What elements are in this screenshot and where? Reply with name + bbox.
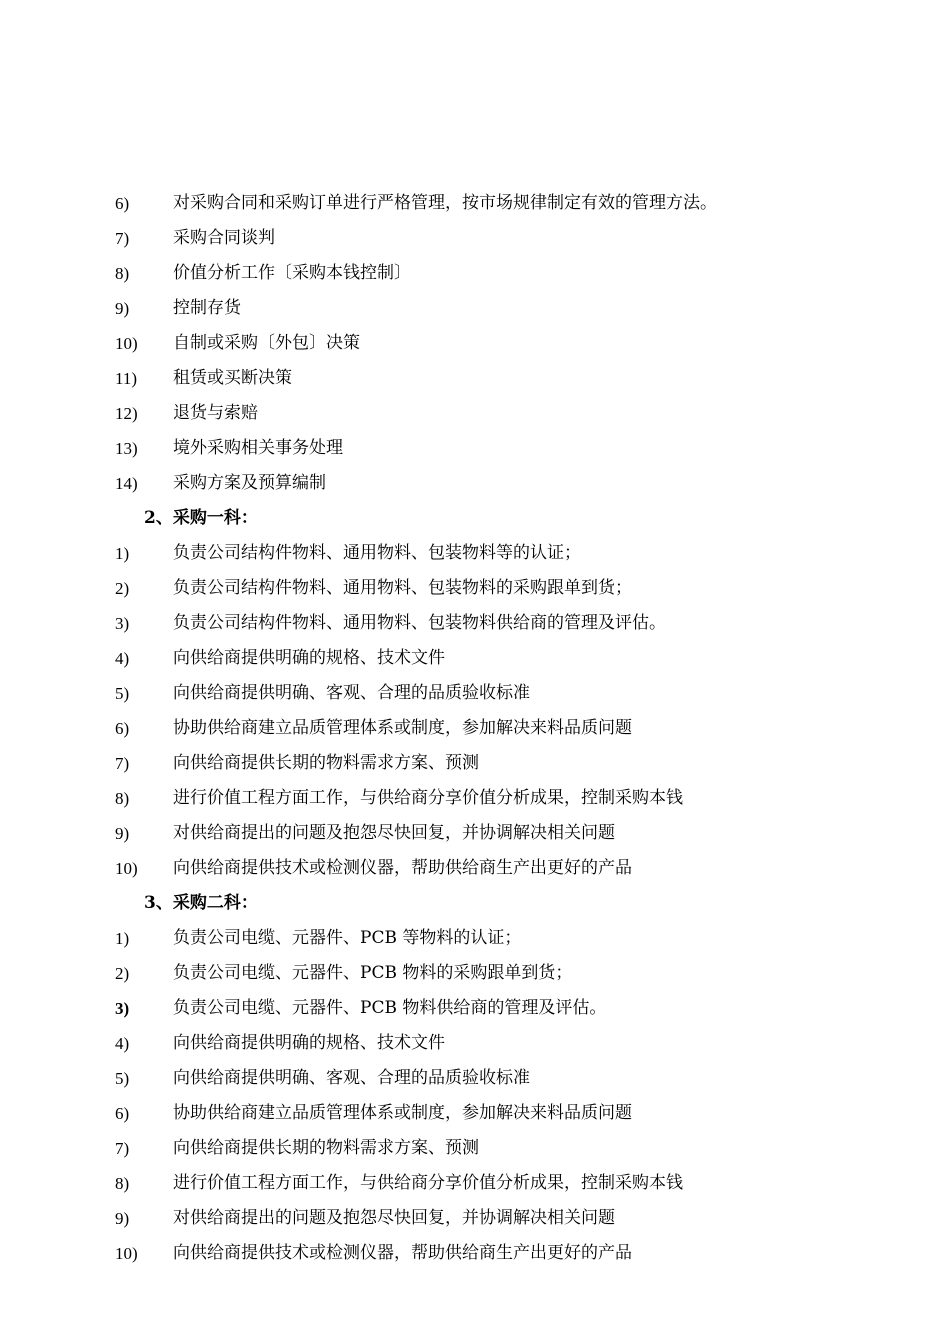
section-heading	[0, 501, 950, 536]
list-item	[0, 921, 950, 956]
list-item-text: 对采购合同和采购订单进行严格管理，按市场规律制定有效的管理方法。	[173, 193, 717, 213]
list-item-number: 5)	[115, 1069, 130, 1088]
list-item-number: 7)	[115, 229, 130, 248]
list-item	[0, 186, 950, 221]
list-item	[0, 781, 950, 816]
list-item	[0, 361, 950, 396]
list-item-text: 租赁或买断决策	[173, 368, 292, 388]
list-item-text: 负责公司结构件物料、通用物料、包装物料等的认证；	[173, 543, 581, 563]
list-item-text: 负责公司结构件物料、通用物料、包装物料的采购跟单到货；	[173, 578, 632, 598]
list-item-text: 控制存货	[173, 298, 241, 318]
list-item	[0, 956, 950, 991]
list-item-number: 9)	[115, 299, 130, 318]
list-item	[0, 1061, 950, 1096]
list-item-number: 8)	[115, 789, 130, 808]
list-item-number: 6)	[115, 719, 130, 738]
list-item-number: 8)	[115, 1174, 130, 1193]
list-item	[0, 221, 950, 256]
list-item-text: 自制或采购〔外包〕决策	[173, 333, 360, 353]
list-item-text: 负责公司电缆、元器件、PCB 物料的采购跟单到货；	[173, 963, 573, 983]
list-item-number: 2)	[115, 579, 130, 598]
list-item-number: 5)	[115, 684, 130, 703]
list-item-number: 11)	[115, 369, 138, 388]
section-heading	[0, 886, 950, 921]
list-item-number: 9)	[115, 824, 130, 843]
list-item-number: 13)	[115, 439, 138, 458]
list-item-number: 10)	[115, 859, 138, 878]
list-item-text: 退货与索赔	[173, 403, 258, 423]
list-item	[0, 1131, 950, 1166]
list-item-number: 7)	[115, 1139, 130, 1158]
list-item-text: 向供给商提供明确的规格、技术文件	[173, 648, 445, 668]
list-item-text: 进行价值工程方面工作，与供给商分享价值分析成果，控制采购本钱	[173, 788, 683, 808]
list-item-text: 采购合同谈判	[173, 228, 275, 248]
list-item-number: 2)	[115, 964, 130, 983]
list-item-number: 4)	[115, 649, 130, 668]
list-item-text: 向供给商提供明确、客观、合理的品质验收标准	[173, 683, 530, 703]
list-item-text: 负责公司电缆、元器件、PCB 等物料的认证；	[173, 928, 522, 948]
list-item-text: 协助供给商建立品质管理体系或制度，参加解决来料品质问题	[173, 718, 632, 738]
list-item-number: 7)	[115, 754, 130, 773]
list-item-text: 向供给商提供长期的物料需求方案、预测	[173, 753, 479, 773]
list-item	[0, 1201, 950, 1236]
list-item	[0, 676, 950, 711]
list-item-number: 14)	[115, 474, 138, 493]
list-item	[0, 1236, 950, 1271]
list-item-text: 采购方案及预算编制	[173, 473, 326, 493]
list-item-number: 6)	[115, 1104, 130, 1123]
list-item-number: 12)	[115, 404, 138, 423]
list-item-text: 协助供给商建立品质管理体系或制度，参加解决来料品质问题	[173, 1103, 632, 1123]
list-item-text: 负责公司结构件物料、通用物料、包装物料供给商的管理及评估。	[173, 613, 666, 633]
list-item	[0, 1166, 950, 1201]
list-item	[0, 711, 950, 746]
list-item-number: 1)	[115, 929, 130, 948]
list-item	[0, 536, 950, 571]
list-item-number: 10)	[115, 334, 138, 353]
section-heading-text: 3、采购二科：	[144, 893, 258, 913]
list-item-number: 1)	[115, 544, 130, 563]
list-item-text: 向供给商提供明确、客观、合理的品质验收标准	[173, 1068, 530, 1088]
list-item	[0, 571, 950, 606]
list-item-number: 9)	[115, 1209, 130, 1228]
list-item	[0, 256, 950, 291]
list-item	[0, 606, 950, 641]
list-item-text: 向供给商提供技术或检测仪器，帮助供给商生产出更好的产品	[173, 858, 632, 878]
list-item-text: 负责公司电缆、元器件、PCB 物料供给商的管理及评估。	[173, 998, 607, 1018]
list-item-text: 价值分析工作〔采购本钱控制〕	[173, 263, 411, 283]
list-item-number: 4)	[115, 1034, 130, 1053]
list-item-number: 3)	[115, 999, 130, 1018]
list-item	[0, 1096, 950, 1131]
list-item	[0, 326, 950, 361]
list-item	[0, 396, 950, 431]
list-item-text: 进行价值工程方面工作，与供给商分享价值分析成果，控制采购本钱	[173, 1173, 683, 1193]
list-item	[0, 1026, 950, 1061]
list-item-text: 向供给商提供技术或检测仪器，帮助供给商生产出更好的产品	[173, 1243, 632, 1263]
document-content	[0, 186, 950, 1271]
list-item	[0, 291, 950, 326]
list-item-number: 3)	[115, 614, 130, 633]
list-item-text: 对供给商提出的问题及抱怨尽快回复，并协调解决相关问题	[173, 1208, 615, 1228]
list-item	[0, 851, 950, 886]
list-item	[0, 991, 950, 1026]
list-item-number: 10)	[115, 1244, 138, 1263]
list-item	[0, 431, 950, 466]
list-item-text: 向供给商提供明确的规格、技术文件	[173, 1033, 445, 1053]
list-item-number: 6)	[115, 194, 130, 213]
list-item-text: 境外采购相关事务处理	[173, 438, 343, 458]
list-item-number: 8)	[115, 264, 130, 283]
list-item	[0, 641, 950, 676]
section-heading-text: 2、采购一科：	[144, 508, 258, 528]
list-item-text: 对供给商提出的问题及抱怨尽快回复，并协调解决相关问题	[173, 823, 615, 843]
list-item	[0, 466, 950, 501]
list-item-text: 向供给商提供长期的物料需求方案、预测	[173, 1138, 479, 1158]
list-item	[0, 816, 950, 851]
list-item	[0, 746, 950, 781]
